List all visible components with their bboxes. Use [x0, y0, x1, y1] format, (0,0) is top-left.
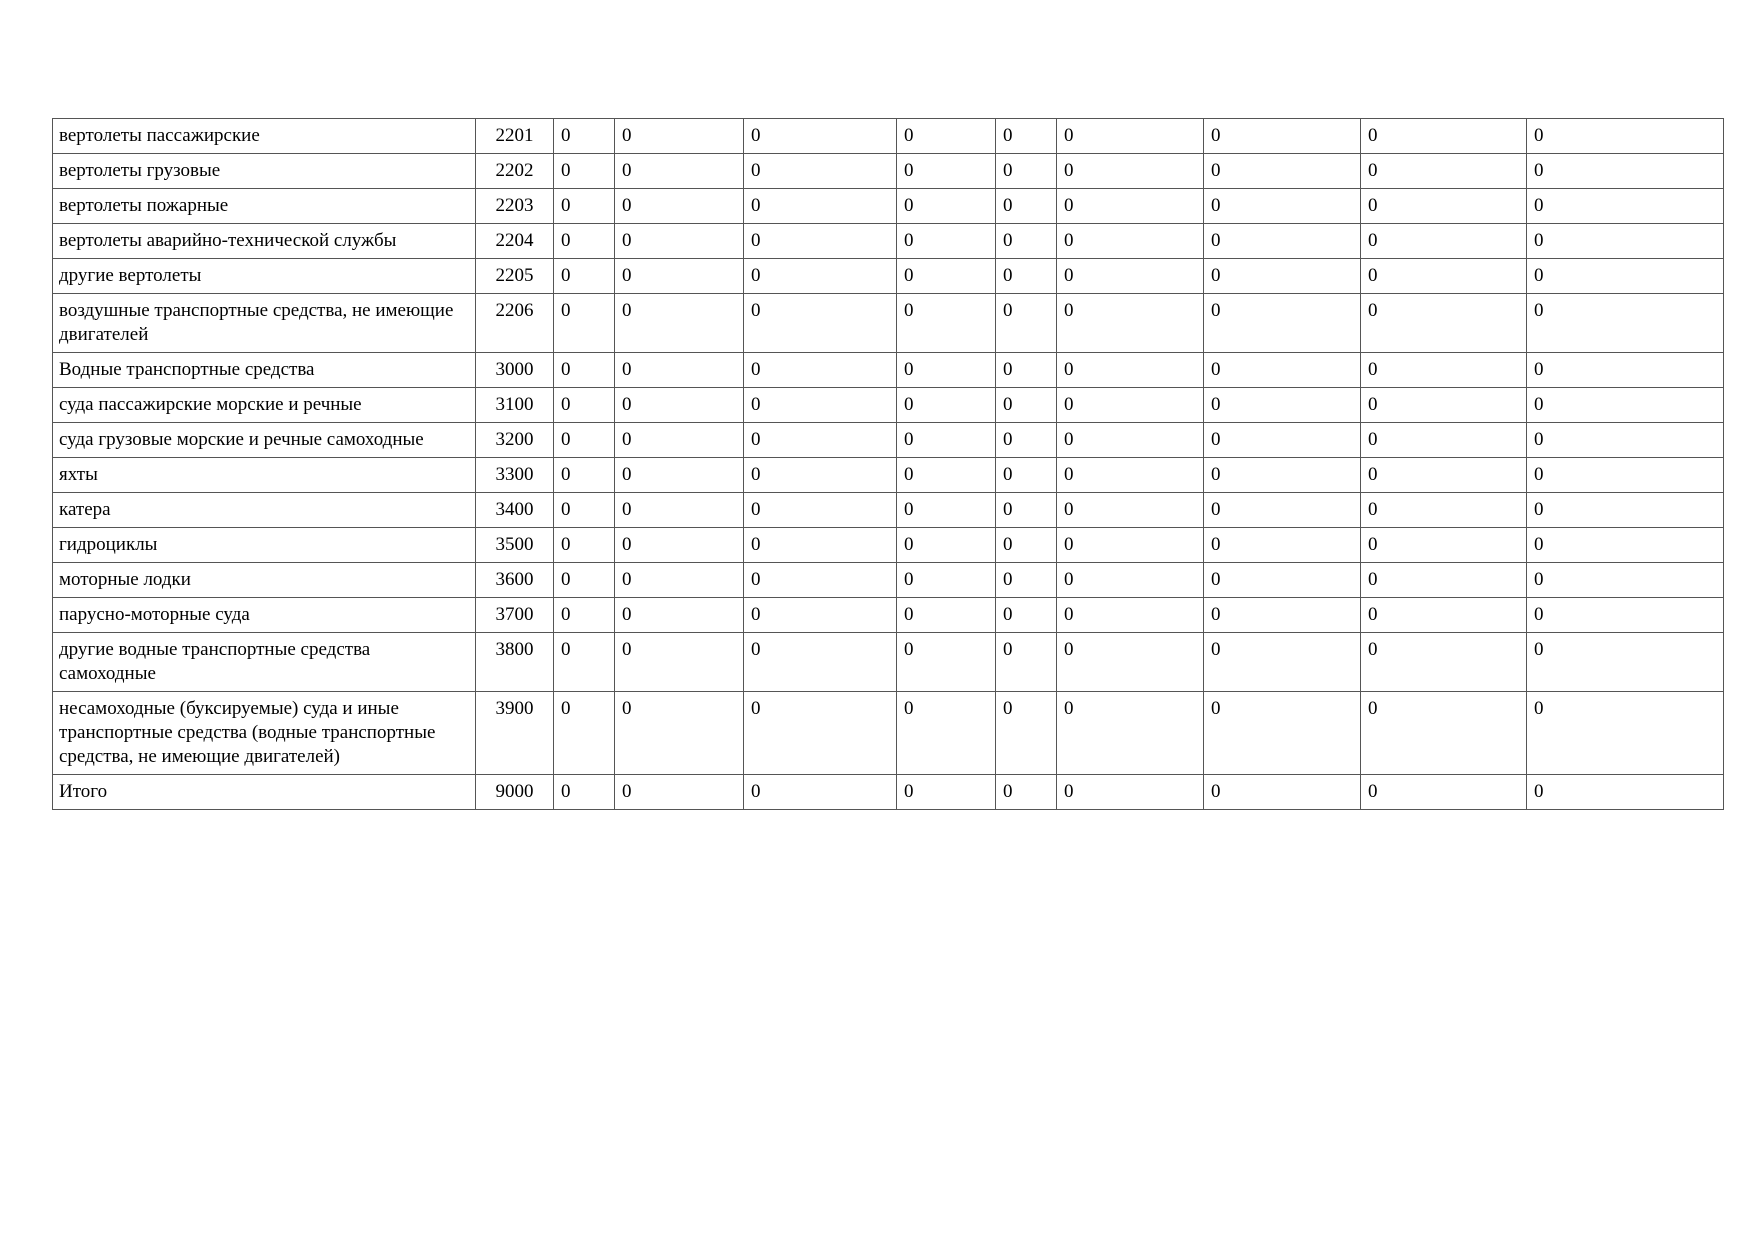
value-cell: 0 — [1361, 189, 1527, 224]
value-cell: 0 — [1361, 294, 1527, 353]
value-cell: 0 — [1204, 458, 1361, 493]
value-cell: 0 — [897, 259, 996, 294]
value-cell: 0 — [897, 294, 996, 353]
value-cell: 0 — [1057, 563, 1204, 598]
row-name-cell: другие водные транспортные средства самоходные — [53, 633, 476, 692]
value-cell: 0 — [1204, 119, 1361, 154]
value-cell: 0 — [1527, 189, 1724, 224]
value-cell: 0 — [615, 388, 744, 423]
value-cell: 0 — [1527, 775, 1724, 810]
value-cell: 0 — [996, 224, 1057, 259]
value-cell: 0 — [1527, 154, 1724, 189]
value-cell: 0 — [1361, 493, 1527, 528]
value-cell: 0 — [897, 388, 996, 423]
value-cell: 0 — [996, 119, 1057, 154]
value-cell: 0 — [1057, 294, 1204, 353]
value-cell: 0 — [615, 458, 744, 493]
value-cell: 0 — [1527, 224, 1724, 259]
value-cell: 0 — [1527, 423, 1724, 458]
value-cell: 0 — [744, 458, 897, 493]
value-cell: 0 — [1527, 119, 1724, 154]
row-name-cell: вертолеты аварийно-технической службы — [53, 224, 476, 259]
value-cell: 0 — [744, 259, 897, 294]
value-cell: 0 — [1057, 388, 1204, 423]
table-row — [53, 189, 1724, 224]
value-cell: 0 — [744, 528, 897, 563]
row-name-cell: вертолеты пожарные — [53, 189, 476, 224]
vehicles-table — [52, 118, 1724, 810]
value-cell: 0 — [1057, 189, 1204, 224]
value-cell: 0 — [1361, 259, 1527, 294]
value-cell: 0 — [996, 353, 1057, 388]
table-row — [53, 692, 1724, 775]
value-cell: 0 — [615, 353, 744, 388]
value-cell: 0 — [1204, 692, 1361, 775]
value-cell: 0 — [1204, 528, 1361, 563]
value-cell: 0 — [554, 633, 615, 692]
value-cell: 0 — [1057, 353, 1204, 388]
value-cell: 0 — [1057, 423, 1204, 458]
value-cell: 0 — [897, 493, 996, 528]
row-code-cell: 3100 — [476, 388, 554, 423]
value-cell: 0 — [1057, 224, 1204, 259]
value-cell: 0 — [554, 775, 615, 810]
value-cell: 0 — [615, 119, 744, 154]
row-code-cell: 2202 — [476, 154, 554, 189]
row-name-cell: парусно-моторные суда — [53, 598, 476, 633]
value-cell: 0 — [615, 692, 744, 775]
row-name-cell: воздушные транспортные средства, не имеющие двигателей — [53, 294, 476, 353]
table-row — [53, 294, 1724, 353]
value-cell: 0 — [1204, 775, 1361, 810]
value-cell: 0 — [615, 563, 744, 598]
value-cell: 0 — [897, 154, 996, 189]
value-cell: 0 — [744, 189, 897, 224]
value-cell: 0 — [744, 775, 897, 810]
value-cell: 0 — [554, 154, 615, 189]
table-row — [53, 458, 1724, 493]
value-cell: 0 — [615, 493, 744, 528]
value-cell: 0 — [615, 259, 744, 294]
value-cell: 0 — [744, 423, 897, 458]
value-cell: 0 — [1527, 493, 1724, 528]
value-cell: 0 — [897, 563, 996, 598]
row-name-cell: яхты — [53, 458, 476, 493]
value-cell: 0 — [744, 598, 897, 633]
value-cell: 0 — [1057, 598, 1204, 633]
value-cell: 0 — [744, 563, 897, 598]
value-cell: 0 — [615, 154, 744, 189]
value-cell: 0 — [554, 119, 615, 154]
value-cell: 0 — [1361, 598, 1527, 633]
row-name-cell: вертолеты грузовые — [53, 154, 476, 189]
value-cell: 0 — [1361, 224, 1527, 259]
value-cell: 0 — [1361, 563, 1527, 598]
value-cell: 0 — [996, 423, 1057, 458]
row-name-cell: Водные транспортные средства — [53, 353, 476, 388]
row-code-cell: 3200 — [476, 423, 554, 458]
value-cell: 0 — [1527, 692, 1724, 775]
value-cell: 0 — [1057, 154, 1204, 189]
row-code-cell: 9000 — [476, 775, 554, 810]
row-code-cell: 3400 — [476, 493, 554, 528]
value-cell: 0 — [615, 224, 744, 259]
value-cell: 0 — [1057, 119, 1204, 154]
row-code-cell: 3700 — [476, 598, 554, 633]
value-cell: 0 — [554, 692, 615, 775]
value-cell: 0 — [554, 493, 615, 528]
value-cell: 0 — [744, 493, 897, 528]
value-cell: 0 — [1204, 388, 1361, 423]
value-cell: 0 — [1204, 259, 1361, 294]
value-cell: 0 — [1057, 775, 1204, 810]
value-cell: 0 — [1527, 598, 1724, 633]
value-cell: 0 — [996, 692, 1057, 775]
value-cell: 0 — [1361, 633, 1527, 692]
value-cell: 0 — [1527, 388, 1724, 423]
value-cell: 0 — [996, 493, 1057, 528]
table-row — [53, 119, 1724, 154]
table-row — [53, 493, 1724, 528]
table-row — [53, 353, 1724, 388]
value-cell: 0 — [1204, 294, 1361, 353]
value-cell: 0 — [1361, 423, 1527, 458]
row-code-cell: 2206 — [476, 294, 554, 353]
value-cell: 0 — [1204, 633, 1361, 692]
value-cell: 0 — [897, 224, 996, 259]
value-cell: 0 — [554, 353, 615, 388]
value-cell: 0 — [554, 423, 615, 458]
value-cell: 0 — [554, 259, 615, 294]
table-row — [53, 154, 1724, 189]
value-cell: 0 — [615, 189, 744, 224]
value-cell: 0 — [996, 294, 1057, 353]
row-code-cell: 3500 — [476, 528, 554, 563]
table-row — [53, 598, 1724, 633]
row-name-cell: катера — [53, 493, 476, 528]
value-cell: 0 — [897, 775, 996, 810]
row-name-cell: моторные лодки — [53, 563, 476, 598]
value-cell: 0 — [1204, 598, 1361, 633]
value-cell: 0 — [1527, 528, 1724, 563]
value-cell: 0 — [1204, 224, 1361, 259]
row-code-cell: 2201 — [476, 119, 554, 154]
row-code-cell: 2204 — [476, 224, 554, 259]
value-cell: 0 — [1057, 259, 1204, 294]
value-cell: 0 — [554, 598, 615, 633]
row-name-cell: суда пассажирские морские и речные — [53, 388, 476, 423]
table-row — [53, 388, 1724, 423]
value-cell: 0 — [1361, 119, 1527, 154]
row-name-cell: другие вертолеты — [53, 259, 476, 294]
value-cell: 0 — [1361, 692, 1527, 775]
row-code-cell: 3000 — [476, 353, 554, 388]
value-cell: 0 — [1361, 353, 1527, 388]
value-cell: 0 — [897, 598, 996, 633]
value-cell: 0 — [1527, 563, 1724, 598]
value-cell: 0 — [615, 775, 744, 810]
value-cell: 0 — [615, 528, 744, 563]
value-cell: 0 — [1204, 563, 1361, 598]
value-cell: 0 — [897, 458, 996, 493]
table-body — [53, 119, 1724, 810]
value-cell: 0 — [1204, 154, 1361, 189]
table-row — [53, 259, 1724, 294]
value-cell: 0 — [996, 259, 1057, 294]
value-cell: 0 — [1527, 353, 1724, 388]
value-cell: 0 — [1057, 458, 1204, 493]
value-cell: 0 — [615, 598, 744, 633]
row-code-cell: 3300 — [476, 458, 554, 493]
value-cell: 0 — [1204, 493, 1361, 528]
value-cell: 0 — [1527, 294, 1724, 353]
value-cell: 0 — [1361, 458, 1527, 493]
value-cell: 0 — [744, 224, 897, 259]
value-cell: 0 — [996, 154, 1057, 189]
table-row — [53, 528, 1724, 563]
row-name-cell: вертолеты пассажирские — [53, 119, 476, 154]
value-cell: 0 — [744, 353, 897, 388]
value-cell: 0 — [897, 423, 996, 458]
value-cell: 0 — [1361, 388, 1527, 423]
value-cell: 0 — [554, 189, 615, 224]
value-cell: 0 — [1057, 633, 1204, 692]
value-cell: 0 — [554, 224, 615, 259]
value-cell: 0 — [615, 294, 744, 353]
value-cell: 0 — [1527, 259, 1724, 294]
value-cell: 0 — [1361, 528, 1527, 563]
row-name-cell: гидроциклы — [53, 528, 476, 563]
value-cell: 0 — [1057, 493, 1204, 528]
row-name-cell: суда грузовые морские и речные самоходные — [53, 423, 476, 458]
value-cell: 0 — [1361, 154, 1527, 189]
value-cell: 0 — [554, 528, 615, 563]
table-row — [53, 633, 1724, 692]
row-name-cell: Итого — [53, 775, 476, 810]
value-cell: 0 — [996, 775, 1057, 810]
value-cell: 0 — [897, 692, 996, 775]
value-cell: 0 — [1527, 633, 1724, 692]
value-cell: 0 — [1361, 775, 1527, 810]
value-cell: 0 — [897, 189, 996, 224]
table-row — [53, 563, 1724, 598]
value-cell: 0 — [996, 189, 1057, 224]
value-cell: 0 — [996, 633, 1057, 692]
value-cell: 0 — [996, 528, 1057, 563]
value-cell: 0 — [897, 119, 996, 154]
row-name-cell: несамоходные (буксируемые) суда и иные транспортные средства (водные транспортные средства, не имеющие двигателей) — [53, 692, 476, 775]
value-cell: 0 — [744, 633, 897, 692]
row-code-cell: 2205 — [476, 259, 554, 294]
value-cell: 0 — [1204, 353, 1361, 388]
value-cell: 0 — [744, 119, 897, 154]
value-cell: 0 — [1057, 528, 1204, 563]
value-cell: 0 — [615, 633, 744, 692]
value-cell: 0 — [554, 563, 615, 598]
value-cell: 0 — [897, 633, 996, 692]
value-cell: 0 — [1527, 458, 1724, 493]
value-cell: 0 — [996, 598, 1057, 633]
value-cell: 0 — [744, 692, 897, 775]
row-code-cell: 3800 — [476, 633, 554, 692]
value-cell: 0 — [1204, 423, 1361, 458]
value-cell: 0 — [897, 528, 996, 563]
value-cell: 0 — [1204, 189, 1361, 224]
value-cell: 0 — [996, 563, 1057, 598]
value-cell: 0 — [996, 458, 1057, 493]
value-cell: 0 — [554, 388, 615, 423]
value-cell: 0 — [615, 423, 744, 458]
value-cell: 0 — [554, 458, 615, 493]
value-cell: 0 — [554, 294, 615, 353]
value-cell: 0 — [744, 154, 897, 189]
table-row — [53, 423, 1724, 458]
value-cell: 0 — [744, 294, 897, 353]
value-cell: 0 — [996, 388, 1057, 423]
row-code-cell: 3900 — [476, 692, 554, 775]
table-row — [53, 775, 1724, 810]
value-cell: 0 — [744, 388, 897, 423]
value-cell: 0 — [897, 353, 996, 388]
row-code-cell: 3600 — [476, 563, 554, 598]
value-cell: 0 — [1057, 692, 1204, 775]
row-code-cell: 2203 — [476, 189, 554, 224]
table-row — [53, 224, 1724, 259]
